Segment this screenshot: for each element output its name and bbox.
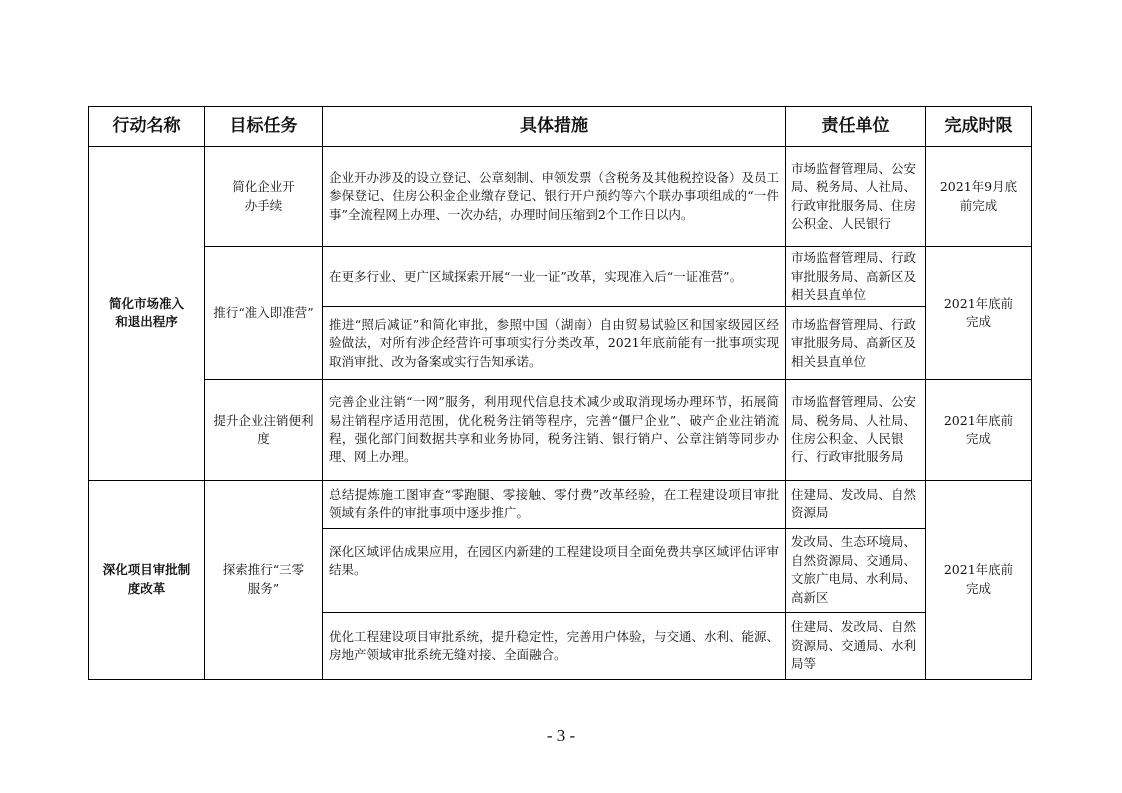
measure-cell: 推进“照后减证”和简化审批，参照中国（湖南）自由贸易试验区和国家级园区经验做法，对所有涉企经营许可事项实行分类改革，2021年底前能有一批事项实现取消审批、改为备案或实行告知承诺。 [323,307,786,380]
action-plan-table [88,106,1032,680]
table-row [89,147,1032,247]
table-row [89,247,1032,307]
deadline-cell: 2021年底前完成 [926,480,1032,679]
measure-cell: 深化区域评估成果应用，在园区内新建的工程建设项目全面免费共享区域评估评审结果。 [323,528,786,612]
measure-cell: 优化工程建设项目审批系统，提升稳定性，完善用户体验，与交通、水利、能源、房地产领域审批系统无缝对接、全面融合。 [323,612,786,679]
deadline-cell: 2021年9月底前完成 [926,147,1032,247]
header-responsible-unit: 责任单位 [786,107,926,147]
unit-cell: 市场监督管理局、行政审批服务局、高新区及相关县直单位 [786,247,926,307]
target-task-cell: 简化企业开办手续 [205,147,323,247]
header-deadline: 完成时限 [926,107,1032,147]
unit-cell: 发改局、生态环境局、自然资源局、交通局、文旅广电局、水利局、高新区 [786,528,926,612]
unit-cell: 市场监督管理局、行政审批服务局、高新区及相关县直单位 [786,307,926,380]
target-task-cell: 提升企业注销便利度 [205,380,323,480]
header-row [89,107,1032,147]
header-action-name: 行动名称 [89,107,205,147]
header-target-task: 目标任务 [205,107,323,147]
action-name-cell: 深化项目审批制度改革 [89,480,205,679]
measure-cell: 在更多行业、更广区域探索开展“一业一证”改革，实现准入后“一证准营”。 [323,247,786,307]
measure-cell: 完善企业注销“一网”服务，利用现代信息技术减少或取消现场办理环节，拓展简易注销程序适用范围，优化税务注销等程序，完善“僵尸企业”、破产企业注销流程，强化部门间数据共享和业务协同，税务注销、银行销户、公章注销等同步办理、网上办理。 [323,380,786,480]
target-task-cell: 探索推行“三零服务” [205,480,323,679]
target-task-cell: 推行“准入即准营” [205,247,323,380]
deadline-cell: 2021年底前完成 [926,247,1032,380]
measure-cell: 企业开办涉及的设立登记、公章刻制、申领发票（含税务及其他税控设备）及员工参保登记、住房公积金企业缴存登记、银行开户预约等六个联办事项组成的“一件事”全流程网上办理、一次办结，办理时间压缩到2个工作日以内。 [323,147,786,247]
table-row [89,380,1032,480]
header-specific-measures: 具体措施 [323,107,786,147]
unit-cell: 市场监督管理局、公安局、税务局、人社局、住房公积金、人民银行、行政审批服务局 [786,380,926,480]
table-row [89,480,1032,528]
unit-cell: 住建局、发改局、自然资源局、交通局、水利局等 [786,612,926,679]
page-number: - 3 - [546,726,576,745]
unit-cell: 住建局、发改局、自然资源局 [786,480,926,528]
unit-cell: 市场监督管理局、公安局、税务局、人社局、行政审批服务局、住房公积金、人民银行 [786,147,926,247]
measure-cell: 总结提炼施工图审查“零跑腿、零接触、零付费”改革经验，在工程建设项目审批领域有条件的审批事项中逐步推广。 [323,480,786,528]
action-name-cell: 简化市场准入和退出程序 [89,147,205,481]
deadline-cell: 2021年底前完成 [926,380,1032,480]
